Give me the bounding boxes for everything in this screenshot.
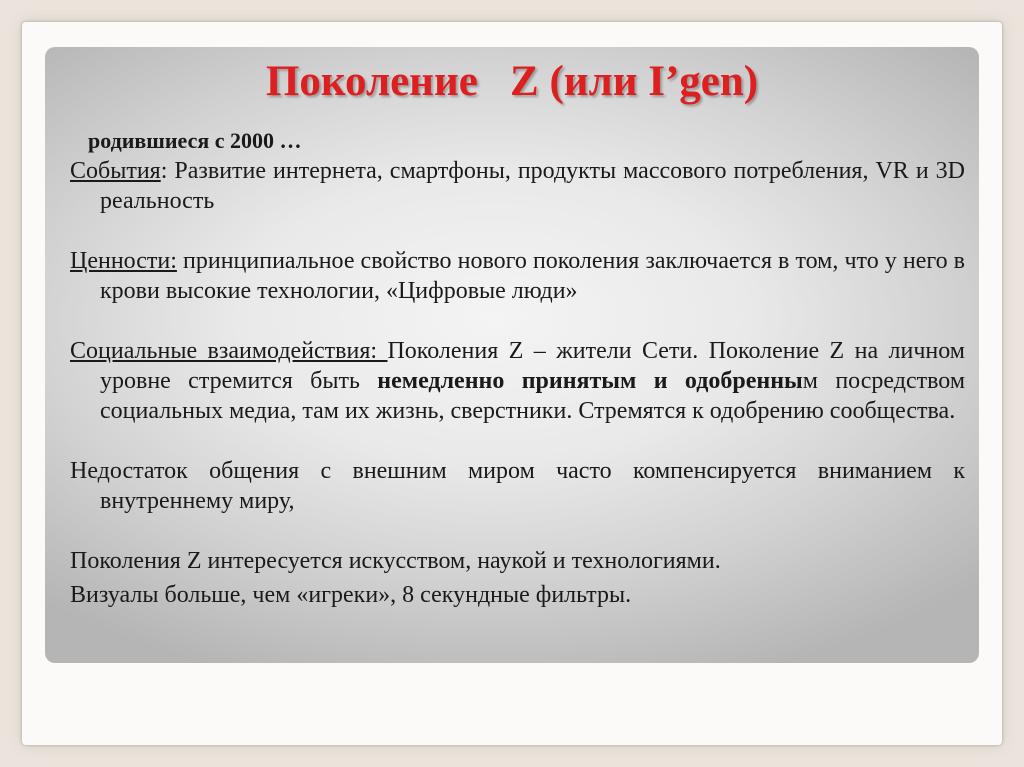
slide-body (70, 126, 965, 610)
social-text-after: м посредством социальных медиа, там их жизнь, сверстники. Стремятся к одобрению сообщества. (100, 368, 966, 424)
social-bold-text: немедленно принятым и одобренны (377, 368, 803, 394)
spacer (70, 216, 965, 246)
social-text-before: Поколения Z – жители Сети. Поколение Z на личном уровне стремится быть (100, 338, 965, 394)
events-text: : Развитие интернета, смартфоны, продукты массового потребления, VR и 3D реальность (100, 158, 965, 214)
spacer (70, 516, 965, 546)
slide-content-card (45, 47, 979, 663)
social-label: Социальные взаимодействия: (70, 338, 388, 364)
visuals-paragraph: Визуалы больше, чем «игреки», 8 секундные фильтры. (70, 582, 632, 608)
values-label: Ценности: (70, 248, 177, 274)
lack-paragraph: Недостаток общения с внешним миром часто компенсируется вниманием к внутреннему миру, (70, 458, 965, 514)
events-label: События (70, 158, 161, 184)
slide-subtitle: родившиеся с 2000 … (88, 128, 302, 153)
slide-title: Поколение Z (или I’gen) (265, 58, 759, 105)
interests-paragraph: Поколения Z интересуется искусством, наукой и технологиями. (70, 548, 721, 574)
spacer (70, 426, 965, 456)
social-paragraph (70, 336, 965, 426)
values-paragraph (70, 246, 965, 306)
spacer (70, 306, 965, 336)
values-text: принципиальное свойство нового поколения заключается в том, что у него в крови высокие технологии, «Цифровые люди» (100, 248, 965, 304)
events-paragraph (70, 156, 965, 216)
